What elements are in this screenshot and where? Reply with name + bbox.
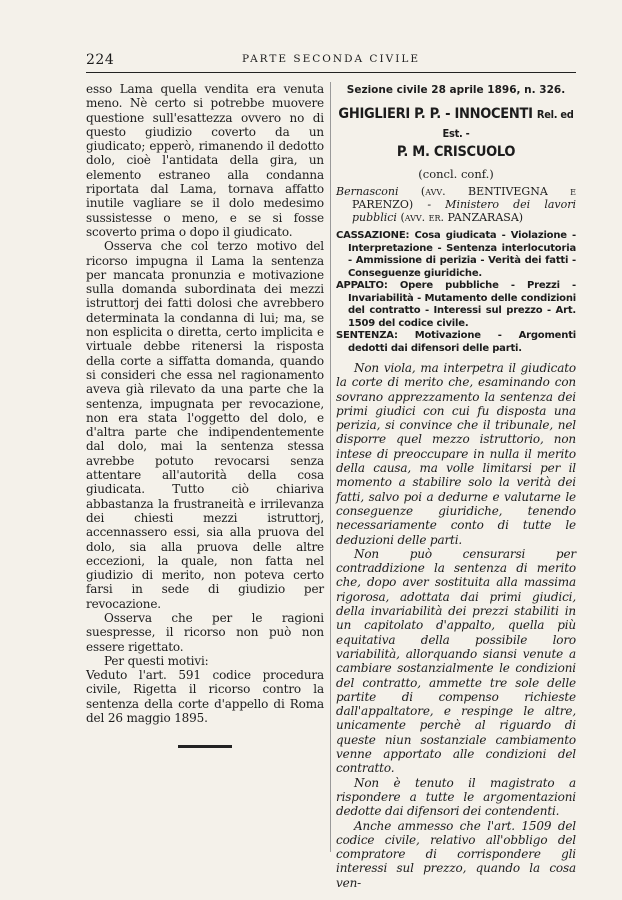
maxim-4: Anche ammesso che l'art. 1509 del codice civile, relativo all'obbligo del compratore di corrispondere gli interessi sul prezzo, quando la cosa ven- <box>336 818 576 890</box>
litigant-2-lawyers: (avv. er. PANZARASA) <box>400 211 524 224</box>
litigant-1-name: Bernasconi <box>336 185 399 198</box>
index-entry-appalto: APPALTO: Opere pubbliche - Prezzi - Invariabilità - Mutamento delle condizioni del contratto - Interessi sul prezzo - Art. 1509 del codice civile. <box>336 280 576 329</box>
page-number: 224 <box>86 52 115 68</box>
paragraph-ruling: Veduto l'art. 591 codice procedura civile, Rigetta il ricorso contro la sentenza della corte d'appello di Roma del 26 maggio 1895. <box>86 668 324 726</box>
subject-index <box>336 230 576 355</box>
litigant-1-lawyers: (avv. BENTIVEGNA e PARENZO) <box>352 185 576 211</box>
right-column <box>336 82 576 890</box>
litigant-2-name: - Ministero dei lavori pubblici <box>352 198 577 224</box>
end-rule <box>178 745 232 748</box>
index-entry-cassazione: CASSAZIONE: Cosa giudicata - Violazione - Interpretazione - Sentenza interlocutoria - Ammissione di perizia - Verità dei fatti - Conseguenze giuridiche. <box>336 230 576 279</box>
section-date: Sezione civile 28 aprile 1896, n. 326. <box>346 84 566 96</box>
page-header <box>86 52 576 73</box>
maxim-1: Non viola, ma interpetra il giudicato la corte di merito che, esaminando con sovrano apprezzamento la sentenza dei primi giudici con cui fu disposta una perizia, si convince che il tribunale, nel disporre quel mezzo istruttorio, non intese di preoccupare in nulla il merito della causa, ma volle limitarsi per il momento a stabilire solo la verità dei fatti, salvo poi a dedurne e valutarne le conseguenze giuridiche, tenendo necessariamente conto di tutte le deduzioni delle parti. <box>336 361 576 547</box>
column-divider <box>330 82 331 852</box>
maxims <box>336 361 576 890</box>
parties-heading <box>336 105 576 162</box>
paragraph-continuation: esso Lama quella vendita era venuta meno. Nè certo si potrebbe muovere questione sull'esattezza ovvero no di questo giudizio coverto da un giudicato; epperò, rimanendo il dedotto dolo, cioè l'antidata della gira, un elemento estraneo alla condanna riportata dal Lama, tornava affatto inutile vagliare se il dolo medesimo sussistesse o meno, e se si fosse scoverto prima o dopo il giudicato. <box>86 82 324 239</box>
paragraph-rejection: Osserva che per le ragioni suespresse, il ricorso non può non essere rigettato. <box>86 610 324 654</box>
parties-rel: Rel. ed Est. - <box>442 108 574 140</box>
index-entry-sentenza: SENTENZA: Motivazione - Argomenti dedotti dai difensori delle parti. <box>336 330 576 354</box>
litigants <box>336 185 576 224</box>
parties-line-1: GHIGLIERI P. P. - INNOCENTI <box>338 106 533 122</box>
parties-line-2: P. M. CRISCUOLO <box>396 144 516 160</box>
running-head: PARTE SECONDA CIVILE <box>242 53 420 65</box>
paragraph-motives-heading: Per questi motivi: <box>104 653 209 668</box>
conclusions-note: (concl. conf.) <box>418 167 494 181</box>
maxim-2: Non può censurarsi per contraddizione la sentenza di merito che, dopo aver sostituita alla massima rigorosa, adottata dai primi giudici, della invariabilità dei prezzi stabiliti in un capitolato d'appalto, quella più equitativa della possibile loro variabilità, allorquando siansi venute a cambiare sostanzialmente le condizioni del contratto, ammette tre sole delle partite di compenso richieste dall'appaltatore, e respinge le altre, unicamente perchè al riguardo di queste niun sostanziale cambiamento venne apportato alle condizioni del contratto. <box>336 546 576 776</box>
left-column <box>86 82 324 748</box>
maxim-3: Non è tenuto il magistrato a rispondere a tutte le argomentazioni dedotte dai difensori dei contendenti. <box>336 775 576 819</box>
paragraph-third-motive: Osserva che col terzo motivo del ricorso impugna il Lama la sentenza per mancata pronunzia e motivazione sulla domanda subordinata dei mezzi istruttorj dei fatti dolosi che avrebbero determinata la condanna di lui; ma, se non esplicita o diretta, certo implicita e virtuale debbe ritenersi la risposta della corte a siffatta domanda, quando si consideri che essa nel ragionamento aveva già rilevato da una parte che la sentenza, impugnata per revocazione, non era stata l'oggetto del dolo, e d'altra parte che indipendentemente dal dolo, mai la sentenza stessa avrebbe potuto revocarsi senza attentare all'autorità della cosa giudicata. Tutto ciò chiariva abbastanza la frustraneità e irrilevanza dei chiesti mezzi istruttorj, accennassero essi, sia alla pruova del dolo, sia alla pruova delle altre eccezioni, la quale, non fatta nel giudizio di merito, non poteva certo farsi in sede di giudizio per revocazione. <box>86 239 324 611</box>
